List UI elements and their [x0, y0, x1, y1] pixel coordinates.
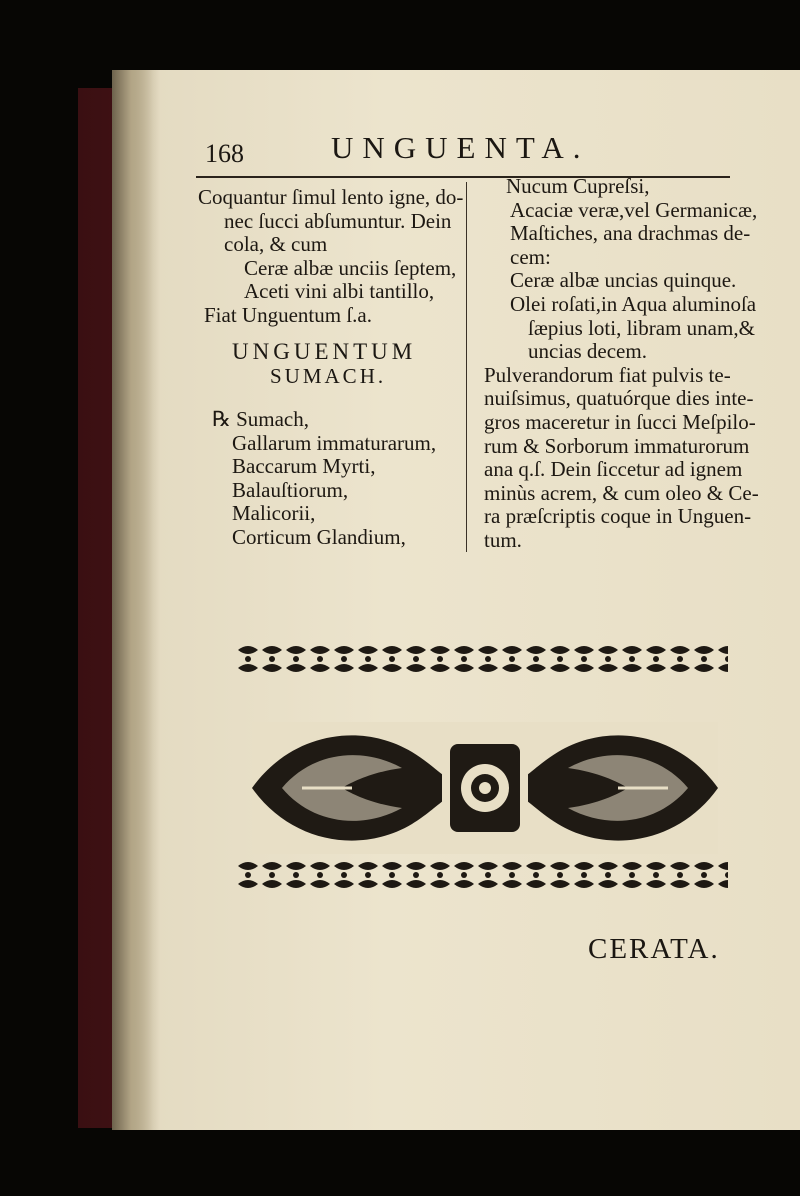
left-line: cola, & cum	[224, 232, 328, 257]
left-line: nec ſucci abſumuntur. Dein	[224, 208, 452, 233]
right-line: ſæpius loti, libram unam,&	[528, 315, 755, 340]
right-line: ra præſcriptis coque in Unguen-	[484, 504, 752, 529]
column-rule	[466, 182, 467, 552]
recipe-line: Gallarum immaturarum,	[232, 430, 437, 455]
right-line: Nucum Cupreſsi,	[506, 174, 650, 198]
recipe-line: Malicorii,	[232, 501, 316, 526]
page-number: 168	[205, 139, 244, 168]
left-column	[198, 186, 463, 328]
running-title: UNGUENTA.	[331, 130, 590, 165]
right-line: Olei roſati,in Aqua aluminoſa	[510, 291, 757, 316]
ornament-band-bottom	[236, 858, 728, 892]
right-line: Ceræ albæ uncias quinque.	[510, 268, 737, 293]
right-line: cem:	[510, 244, 551, 269]
right-line: ana q.ſ. Dein ſiccetur ad ignem	[484, 457, 743, 482]
section-title: CERATA.	[588, 933, 720, 965]
left-line: Ceræ albæ unciis ſeptem,	[244, 255, 457, 280]
recipe-line: Baccarum Myrti,	[232, 454, 376, 479]
ornament-band-top	[236, 642, 728, 676]
recipe-subheading: SUMACH.	[270, 364, 387, 388]
left-line: Aceti vini albi tantillo,	[244, 279, 435, 304]
right-line: nuiſsimus, quatuórque dies inte-	[484, 386, 754, 411]
right-line: gros maceretur in ſucci Meſpilo-	[484, 409, 756, 434]
left-line: Coquantur ſimul lento igne, do-	[198, 185, 464, 209]
left-line: Fiat Unguentum ſ.a.	[204, 302, 372, 327]
recipe-line: Corticum Glandium,	[232, 524, 406, 549]
right-line: Maſtiches, ana drachmas de-	[510, 221, 751, 246]
right-line: rum & Sorborum immaturorum	[484, 433, 750, 458]
woodcut-vignette	[252, 722, 718, 854]
recipe-line: ℞ Sumach,	[212, 407, 309, 431]
page-gutter-shadow	[112, 70, 160, 1130]
right-column	[484, 175, 759, 553]
right-line: uncias decem.	[528, 339, 647, 364]
right-line: Acaciæ veræ,vel Germanicæ,	[510, 197, 758, 222]
recipe-heading: UNGUENTUM	[232, 339, 417, 364]
right-line: Pulverandorum fiat pulvis te-	[484, 362, 731, 387]
right-line: minùs acrem, & cum oleo & Ce-	[484, 480, 759, 505]
recipe-line: Balauſtiorum,	[232, 477, 349, 502]
right-line: tum.	[484, 527, 522, 552]
left-recipe	[212, 408, 436, 550]
